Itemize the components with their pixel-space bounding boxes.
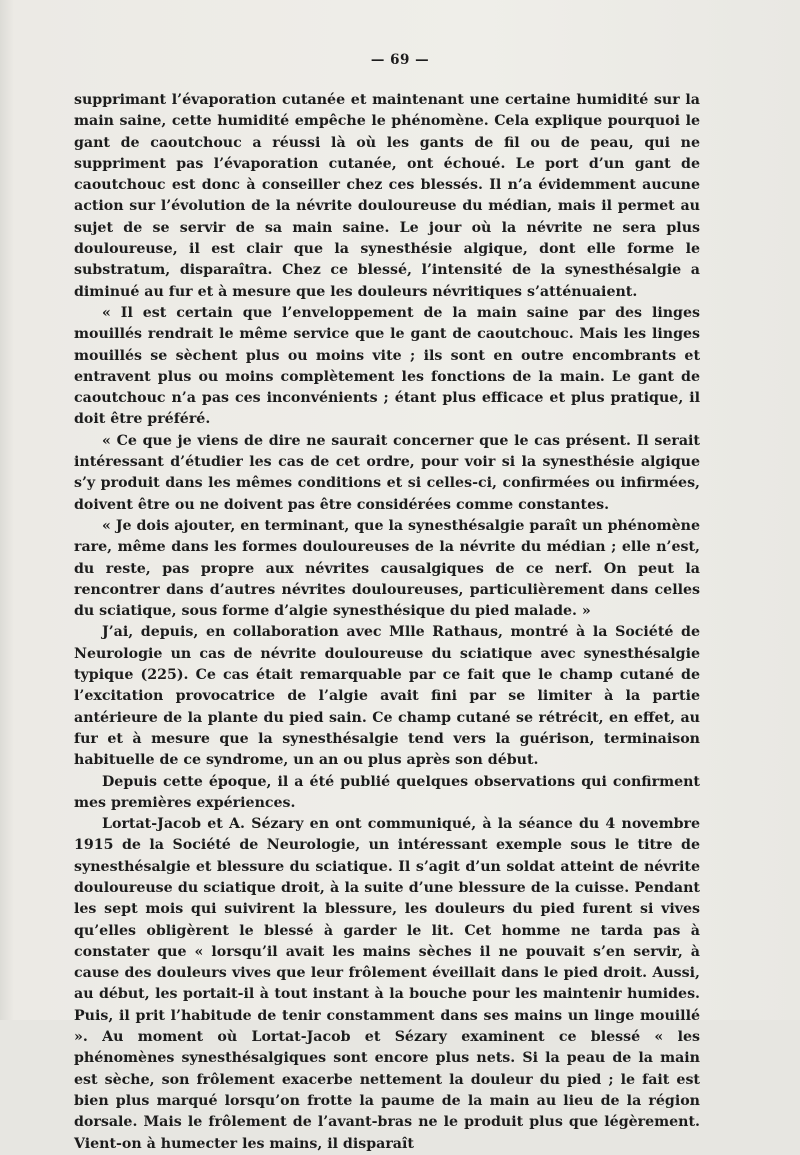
paragraph-7: Lortat-Jacob et A. Sézary en ont communiqué, à la séance du 4 novembre 1915 de la Société de Neurologie, un intéressant exemple sous le titre de synesthésalgie et blessure du sciatique. Il s’agit d’un soldat atteint de névrite douloureuse du sciatique droit, à la suite d’une blessure de la cuisse. Pendant les sept mois qui suivirent la blessure, les douleurs du pied furent si vives qu’elles obligèrent le blessé à garder le lit. Cet homme ne tarda pas à constater que « lorsqu’il avait les mains sèches il ne pouvait s’en servir, à cause des douleurs vives que leur frôlement éveillait dans le pied droit. Aussi, au début, les portait-il à tout instant à la bouche pour les maintenir humides. Puis, il prit l’habitude de tenir constamment dans ses mains un linge mouillé ». Au moment où Lortat-Jacob et Sézary examinent ce blessé « les phénomènes synesthésalgiques sont encore plus nets. Si la peau de la main est sèche, son frôlement exacerbe nettement la douleur du pied ; le fait est bien plus marqué lorsqu’on frotte la paume de la main au lieu de la région dorsale. Mais le frôlement de l’avant-bras ne le produit plus que légèrement. Vient-on à humecter les mains, il disparaît [74, 816, 700, 1152]
paragraph-1: supprimant l’évaporation cutanée et maintenant une certaine humidité sur la main saine, cette humidité empêche le phénomène. Cela explique pourquoi le gant de caoutchouc a réussi là où les gants de fil ou de peau, qui ne suppriment pas l’évaporation cutanée, ont échoué. Le port d’un gant de caoutchouc est donc à conseiller chez ces blessés. Il n’a évidemment aucune action sur l’évolution de la névrite douloureuse du médian, mais il permet au sujet de se servir de sa main saine. Le jour où la névrite ne sera plus douloureuse, il est clair que la synesthésie algique, dont elle forme le substratum, disparaîtra. Chez ce blessé, l’intensité de la synesthésalgie a diminué au fur et à mesure que les douleurs névritiques s’atténuaient. [74, 92, 700, 300]
paragraph-4: « Je dois ajouter, en terminant, que la synesthésalgie paraît un phénomène rare, même dans les formes douloureuses de la névrite du médian ; elle n’est, du reste, pas propre aux névrites causalgiques de ce nerf. On peut la rencontrer dans d’autres névrites douloureuses, particulièrement dans celles du sciatique, sous forme d’algie synesthésique du pied malade. » [74, 517, 700, 620]
paragraph-2: « Il est certain que l’enveloppement de la main saine par des linges mouillés rendrait le même service que le gant de caoutchouc. Mais les linges mouillés se sèchent plus ou moins vite ; ils sont en outre encombrants et entravent plus ou moins complètement les fonctions de la main. Le gant de caoutchouc n’a pas ces inconvénients ; étant plus efficace et plus pratique, il doit être préféré. [74, 304, 700, 428]
paragraph-5: J’ai, depuis, en collaboration avec Mlle Rathaus, montré à la Société de Neurologie un cas de névrite douloureuse du sciatique avec synesthésalgie typique (225). Ce cas était remarquable par ce fait que le champ cutané de l’excitation provocatrice de l’algie avait fini par se limiter à la partie antérieure de la plante du pied sain. Ce champ cutané se rétrécit, en effet, au fur et à mesure que la synesthésalgie tend vers la guérison, terminaison habituelle de ce syndrome, un an ou plus après son début. [74, 624, 700, 769]
paragraph-6: Depuis cette époque, il a été publié quelques observations qui confirment mes premières expériences. [74, 773, 700, 811]
page-number: — 69 — [370, 52, 430, 68]
paragraph-3: « Ce que je viens de dire ne saurait concerner que le cas présent. Il serait intéressant d’étudier les cas de cet ordre, pour voir si la synesthésie algique s’y produit dans les mêmes conditions et si celles-ci, confirmées ou infirmées, doivent être ou ne doivent pas être considérées comme constantes. [74, 432, 700, 513]
body-text [74, 90, 700, 1155]
